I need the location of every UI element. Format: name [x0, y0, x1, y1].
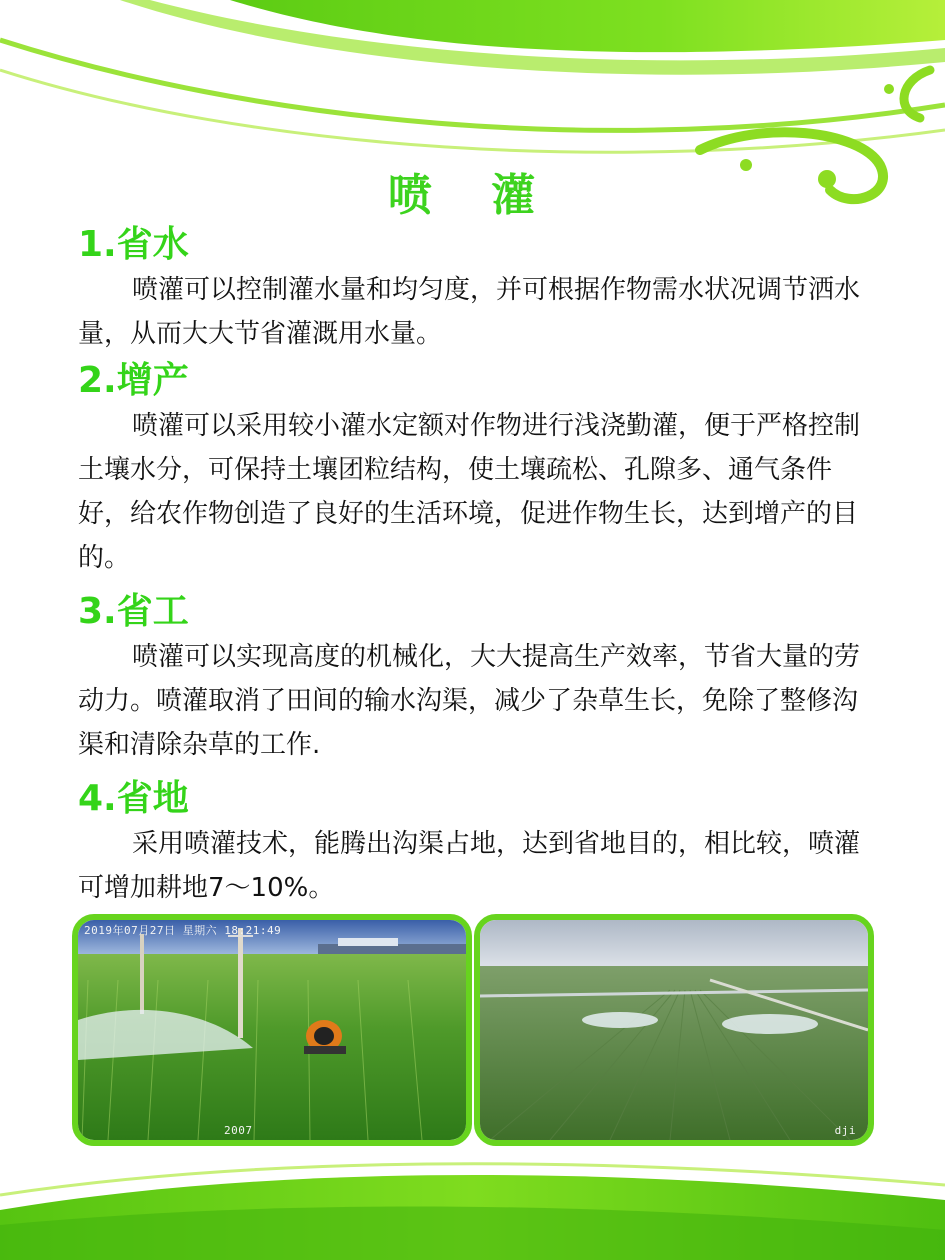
section-heading: 1.省水	[78, 224, 189, 265]
section-save-water	[78, 222, 870, 356]
photo-reel-sprinkler	[72, 914, 472, 1146]
photo-caption: dji	[834, 1124, 856, 1137]
section-heading: 4.省地	[78, 778, 189, 819]
section-increase-yield	[78, 358, 870, 580]
photo-aerial-sprinklers	[474, 914, 874, 1146]
section-text: 喷灌可以采用较小灌水定额对作物进行浅浇勤灌，便于严格控制土壤水分，可保持土壤团粒结构，使土壤疏松、孔隙多、通气条件好，给农作物创造了良好的生活环境，促进作物生长，达到增产的目的。	[78, 411, 861, 573]
section-text: 采用喷灌技术，能腾出沟渠占地，达到省地目的，相比较，喷灌可增加耕地7～10%。	[78, 829, 861, 903]
section-text: 喷灌可以控制灌水量和均匀度，并可根据作物需水状况调节洒水量，从而大大节省灌溉用水量。	[78, 275, 861, 349]
page-title: 喷 灌	[387, 170, 558, 221]
section-heading: 2.增产	[78, 360, 189, 401]
photo-caption: 2007	[224, 1124, 253, 1137]
section-text: 喷灌可以实现高度的机械化，大大提高生产效率，节省大量的劳动力。喷灌取消了田间的输水沟渠，减少了杂草生长，免除了整修沟渠和清除杂草的工作.	[78, 642, 861, 760]
section-heading: 3.省工	[78, 591, 189, 632]
section-save-labor	[78, 589, 870, 767]
section-save-land	[78, 776, 870, 910]
photo-timestamp: 2019年07月27日 星期六 18:21:49	[84, 924, 282, 937]
